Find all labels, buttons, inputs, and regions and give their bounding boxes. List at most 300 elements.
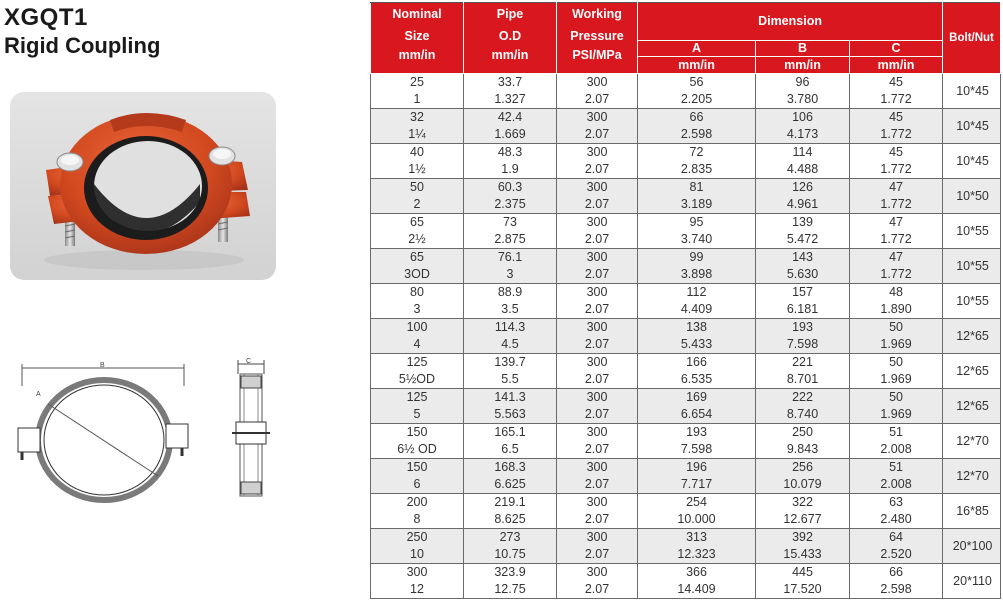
cell-value: 168.3	[494, 460, 526, 474]
cell-value: 106	[792, 110, 813, 124]
cell-value: 47	[889, 250, 903, 264]
cell-pressure	[557, 74, 638, 109]
cell-dim-a	[638, 214, 756, 249]
cell-value: 1.890	[880, 302, 912, 316]
cell-value: 65	[410, 250, 424, 264]
cell-bolt-nut: 12*65	[943, 319, 1001, 354]
cell-dim-c	[850, 354, 943, 389]
header-line: Size	[404, 29, 430, 43]
cell-bolt-nut: 10*55	[943, 284, 1001, 319]
cell-value: 72	[689, 145, 704, 159]
cell-value: 4.173	[786, 127, 819, 141]
cell-value: 219.1	[494, 495, 526, 509]
cell-pressure	[557, 109, 638, 144]
product-code: XGQT1	[4, 4, 88, 31]
cell-value: 169	[686, 390, 707, 404]
product-photo	[10, 92, 276, 280]
cell-dim-a	[638, 529, 756, 564]
cell-value: 2.07	[584, 337, 610, 351]
cell-dim-a	[638, 74, 756, 109]
cell-pressure	[557, 529, 638, 564]
cell-pressure	[557, 284, 638, 319]
cell-value: 2.598	[880, 582, 912, 596]
cell-bolt-nut: 12*65	[943, 354, 1001, 389]
cell-value: 65	[410, 215, 424, 229]
col-header-c: C	[850, 41, 943, 57]
cell-dim-a	[638, 109, 756, 144]
cell-value: 1.9	[501, 162, 519, 176]
cell-value: 3.780	[786, 92, 819, 106]
cell-dim-b	[756, 494, 850, 529]
cell-value: 3	[413, 302, 421, 316]
cell-value: 165.1	[494, 425, 526, 439]
cell-value: 5.433	[680, 337, 713, 351]
cell-dim-a	[638, 249, 756, 284]
cell-dim-a	[638, 319, 756, 354]
cell-value: 8.740	[786, 407, 819, 421]
cell-value: 193	[686, 425, 707, 439]
cell-value: 25	[410, 75, 424, 89]
cell-value: 157	[792, 285, 813, 299]
header-line: mm/in	[398, 48, 436, 62]
cell-value: 8	[413, 512, 421, 526]
cell-nominal	[371, 529, 464, 564]
cell-value: 66	[689, 110, 704, 124]
cell-pipe-od	[464, 74, 557, 109]
cell-value: 1.772	[880, 267, 912, 281]
cell-value: 6.625	[494, 477, 526, 491]
table-row	[371, 74, 1001, 109]
cell-value: 2.07	[584, 232, 610, 246]
col-header-bolt: Bolt/Nut	[943, 3, 1001, 74]
cell-value: 3	[506, 267, 514, 281]
cell-value: 45	[889, 75, 903, 89]
cell-pressure	[557, 389, 638, 424]
cell-value: 6	[413, 477, 421, 491]
cell-value: 114.3	[494, 320, 526, 334]
front-view-drawing	[12, 360, 202, 510]
cell-value: 56	[689, 75, 704, 89]
table-row	[371, 249, 1001, 284]
cell-value: 42.4	[497, 110, 523, 124]
cell-value: 1.669	[494, 127, 526, 141]
cell-dim-c	[850, 214, 943, 249]
cell-value: 4.5	[501, 337, 519, 351]
cell-pressure	[557, 249, 638, 284]
cell-dim-c	[850, 144, 943, 179]
cell-value: 6.654	[680, 407, 713, 421]
cell-value: 12.323	[677, 547, 716, 561]
cell-value: 300	[586, 355, 608, 369]
table-row	[371, 144, 1001, 179]
cell-value: 1.969	[880, 407, 912, 421]
cell-pipe-od	[464, 179, 557, 214]
header-line: Pressure	[570, 29, 624, 43]
cell-value: 445	[792, 565, 813, 579]
cell-dim-b	[756, 564, 850, 599]
cell-value: 3OD	[404, 267, 430, 281]
cell-pipe-od	[464, 494, 557, 529]
cell-value: 12	[410, 582, 424, 596]
cell-value: 112	[686, 285, 707, 299]
col-header-pipe	[464, 3, 557, 74]
cell-value: 5	[413, 407, 421, 421]
cell-nominal	[371, 389, 464, 424]
cell-pressure	[557, 459, 638, 494]
cell-value: 166	[686, 355, 707, 369]
cell-value: 392	[792, 530, 813, 544]
product-name: Rigid Coupling	[4, 33, 161, 58]
cell-value: 50	[889, 320, 903, 334]
cell-bolt-nut: 12*65	[943, 389, 1001, 424]
cell-value: 300	[586, 285, 608, 299]
cell-dim-b	[756, 284, 850, 319]
cell-value: 1.327	[494, 92, 526, 106]
cell-value: 2.07	[584, 477, 610, 491]
cell-value: 114	[792, 145, 813, 159]
cell-value: 47	[889, 215, 903, 229]
cell-value: 1.969	[880, 337, 912, 351]
cell-dim-c	[850, 109, 943, 144]
cell-bolt-nut: 10*55	[943, 214, 1001, 249]
cell-value: 33.7	[497, 75, 523, 89]
side-view-drawing	[226, 356, 276, 502]
cell-value: 12.75	[494, 582, 526, 596]
cell-dim-b	[756, 529, 850, 564]
cell-value: 300	[406, 565, 428, 579]
cell-value: 2	[413, 197, 421, 211]
cell-dim-c	[850, 494, 943, 529]
cell-pressure	[557, 214, 638, 249]
cell-value: 196	[686, 460, 707, 474]
cell-dim-c	[850, 459, 943, 494]
cell-value: 9.843	[786, 442, 819, 456]
cell-value: 6.181	[786, 302, 819, 316]
cell-value: 2½	[408, 232, 426, 246]
cell-value: 2.07	[584, 302, 610, 316]
cell-value: 4.961	[786, 197, 819, 211]
cell-value: 313	[686, 530, 707, 544]
cell-nominal	[371, 284, 464, 319]
cell-pipe-od	[464, 459, 557, 494]
cell-dim-a	[638, 564, 756, 599]
cell-value: 143	[792, 250, 813, 264]
cell-dim-b	[756, 144, 850, 179]
cell-value: 100	[406, 320, 428, 334]
cell-bolt-nut: 20*110	[943, 564, 1001, 599]
cell-value: 2.07	[584, 582, 610, 596]
cell-value: 2.375	[494, 197, 526, 211]
cell-pipe-od	[464, 284, 557, 319]
cell-value: 139	[792, 215, 813, 229]
cell-value: 5.630	[786, 267, 819, 281]
col-header-working	[557, 3, 638, 74]
cell-value: 2.07	[584, 267, 610, 281]
cell-value: 10	[410, 547, 424, 561]
cell-value: 60.3	[497, 180, 523, 194]
cell-pressure	[557, 424, 638, 459]
cell-value: 2.835	[680, 162, 713, 176]
cell-value: 139.7	[494, 355, 526, 369]
cell-value: 273	[499, 530, 521, 544]
table-row	[371, 109, 1001, 144]
cell-bolt-nut: 10*55	[943, 249, 1001, 284]
cell-value: 300	[586, 145, 608, 159]
cell-value: 1½	[408, 162, 426, 176]
table-row	[371, 459, 1001, 494]
cell-pipe-od	[464, 319, 557, 354]
cell-value: 300	[586, 530, 608, 544]
cell-dim-a	[638, 144, 756, 179]
dim-label-b: B	[100, 362, 105, 369]
cell-value: 1.969	[880, 372, 912, 386]
cell-nominal	[371, 144, 464, 179]
spec-table	[370, 2, 1001, 599]
cell-value: 5.5	[501, 372, 519, 386]
header-line: O.D	[498, 29, 522, 43]
cell-value: 2.008	[880, 442, 912, 456]
cell-pressure	[557, 564, 638, 599]
cell-value: 125	[406, 355, 428, 369]
cell-value: 141.3	[494, 390, 526, 404]
cell-value: 45	[889, 110, 903, 124]
cell-pipe-od	[464, 564, 557, 599]
coupling-photo-illustration	[10, 92, 276, 280]
cell-dim-c	[850, 564, 943, 599]
cell-value: 3.898	[680, 267, 713, 281]
cell-value: 300	[586, 320, 608, 334]
cell-value: 48.3	[497, 145, 523, 159]
cell-value: 300	[586, 495, 608, 509]
cell-value: 80	[410, 285, 424, 299]
cell-value: 6.5	[501, 442, 519, 456]
cell-dim-c	[850, 74, 943, 109]
cell-nominal	[371, 494, 464, 529]
cell-value: 323.9	[494, 565, 526, 579]
cell-pipe-od	[464, 214, 557, 249]
cell-value: 2.480	[880, 512, 912, 526]
header-line: Pipe	[496, 7, 524, 21]
cell-value: 50	[410, 180, 424, 194]
cell-dim-a	[638, 284, 756, 319]
cell-value: 50	[889, 390, 903, 404]
cell-value: 150	[406, 460, 428, 474]
col-unit-b: mm/in	[756, 57, 850, 74]
cell-dim-b	[756, 354, 850, 389]
cell-value: 2.520	[880, 547, 912, 561]
cell-value: 7.598	[680, 442, 713, 456]
cell-value: 322	[792, 495, 813, 509]
cell-value: 1¼	[408, 127, 426, 141]
table-row	[371, 424, 1001, 459]
cell-value: 3.189	[680, 197, 713, 211]
cell-pressure	[557, 494, 638, 529]
cell-bolt-nut: 12*70	[943, 459, 1001, 494]
col-header-b: B	[756, 41, 850, 57]
cell-value: 99	[689, 250, 704, 264]
table-row	[371, 529, 1001, 564]
cell-value: 1	[413, 92, 421, 106]
cell-value: 2.07	[584, 127, 610, 141]
cell-bolt-nut: 10*45	[943, 144, 1001, 179]
cell-value: 88.9	[497, 285, 523, 299]
col-header-dimension: Dimension	[638, 3, 943, 41]
cell-nominal	[371, 109, 464, 144]
cell-dim-c	[850, 529, 943, 564]
cell-pipe-od	[464, 144, 557, 179]
cell-pipe-od	[464, 529, 557, 564]
cell-pressure	[557, 179, 638, 214]
table-row	[371, 284, 1001, 319]
cell-dim-b	[756, 319, 850, 354]
cell-value: 50	[889, 355, 903, 369]
cell-dim-b	[756, 214, 850, 249]
cell-bolt-nut: 12*70	[943, 424, 1001, 459]
cell-value: 10.079	[783, 477, 822, 491]
header-line: Nominal	[392, 7, 442, 21]
cell-dim-b	[756, 109, 850, 144]
cell-value: 51	[889, 425, 903, 439]
cell-value: 7.717	[680, 477, 713, 491]
cell-value: 8.625	[494, 512, 526, 526]
cell-value: 2.07	[584, 197, 610, 211]
cell-value: 76.1	[497, 250, 523, 264]
cell-value: 17.520	[783, 582, 822, 596]
cell-value: 4.409	[680, 302, 713, 316]
cell-value: 1.772	[880, 197, 912, 211]
table-row	[371, 354, 1001, 389]
cell-dim-c	[850, 284, 943, 319]
cell-nominal	[371, 74, 464, 109]
cell-value: 51	[889, 460, 903, 474]
table-row	[371, 179, 1001, 214]
cell-value: 150	[406, 425, 428, 439]
dim-label-a: A	[36, 391, 41, 398]
cell-value: 2.07	[584, 162, 610, 176]
cell-value: 300	[586, 110, 608, 124]
cell-value: 300	[586, 565, 608, 579]
col-header-nominal	[371, 3, 464, 74]
cell-bolt-nut: 10*45	[943, 109, 1001, 144]
cell-dim-a	[638, 389, 756, 424]
cell-value: 14.409	[677, 582, 716, 596]
cell-value: 300	[586, 215, 608, 229]
cell-value: 63	[889, 495, 903, 509]
cell-dim-c	[850, 249, 943, 284]
cell-value: 200	[406, 495, 428, 509]
cell-value: 254	[686, 495, 707, 509]
cell-nominal	[371, 179, 464, 214]
cell-value: 10.000	[677, 512, 716, 526]
cell-value: 125	[406, 390, 428, 404]
cell-value: 366	[686, 565, 707, 579]
header-line: PSI/MPa	[572, 48, 622, 62]
cell-pipe-od	[464, 424, 557, 459]
cell-nominal	[371, 319, 464, 354]
cell-value: 1.772	[880, 162, 912, 176]
cell-dim-c	[850, 319, 943, 354]
cell-value: 193	[792, 320, 813, 334]
table-row	[371, 214, 1001, 249]
cell-pressure	[557, 319, 638, 354]
cell-value: 6.535	[680, 372, 713, 386]
cell-dim-b	[756, 424, 850, 459]
cell-value: 7.598	[786, 337, 819, 351]
cell-dim-a	[638, 179, 756, 214]
cell-pipe-od	[464, 354, 557, 389]
cell-value: 40	[410, 145, 424, 159]
cell-value: 300	[586, 250, 608, 264]
cell-value: 6½ OD	[397, 442, 437, 456]
cell-value: 5.563	[494, 407, 526, 421]
cell-value: 12.677	[783, 512, 822, 526]
cell-pipe-od	[464, 109, 557, 144]
cell-value: 47	[889, 180, 903, 194]
cell-dim-b	[756, 249, 850, 284]
cell-value: 81	[689, 180, 704, 194]
cell-value: 2.07	[584, 442, 610, 456]
cell-pressure	[557, 354, 638, 389]
cell-bolt-nut: 10*50	[943, 179, 1001, 214]
cell-value: 256	[792, 460, 813, 474]
spec-table-body	[371, 74, 1001, 599]
cell-value: 300	[586, 75, 608, 89]
cell-value: 300	[586, 390, 608, 404]
cell-pipe-od	[464, 389, 557, 424]
cell-value: 126	[792, 180, 813, 194]
cell-dim-c	[850, 389, 943, 424]
cell-dim-a	[638, 424, 756, 459]
cell-value: 4.488	[786, 162, 819, 176]
cell-dim-b	[756, 179, 850, 214]
cell-nominal	[371, 424, 464, 459]
table-row	[371, 389, 1001, 424]
cell-nominal	[371, 564, 464, 599]
cell-dim-b	[756, 74, 850, 109]
table-row	[371, 564, 1001, 599]
cell-value: 64	[889, 530, 903, 544]
cell-value: 73	[503, 215, 517, 229]
cell-value: 2.598	[680, 127, 713, 141]
table-row	[371, 319, 1001, 354]
cell-nominal	[371, 214, 464, 249]
cell-value: 5½OD	[398, 372, 436, 386]
table-row	[371, 494, 1001, 529]
cell-value: 222	[792, 390, 813, 404]
header-line: Working	[572, 7, 622, 21]
cell-value: 1.772	[880, 92, 912, 106]
cell-nominal	[371, 459, 464, 494]
col-unit-a: mm/in	[638, 57, 756, 74]
cell-value: 250	[406, 530, 428, 544]
cell-value: 221	[792, 355, 813, 369]
cell-bolt-nut: 16*85	[943, 494, 1001, 529]
cell-value: 10.75	[494, 547, 526, 561]
cell-dim-b	[756, 459, 850, 494]
cell-value: 2.07	[584, 372, 610, 386]
cell-value: 300	[586, 180, 608, 194]
cell-value: 45	[889, 145, 903, 159]
cell-value: 2.008	[880, 477, 912, 491]
cell-value: 250	[792, 425, 813, 439]
cell-value: 2.07	[584, 92, 610, 106]
cell-nominal	[371, 354, 464, 389]
cell-pipe-od	[464, 249, 557, 284]
cell-value: 95	[689, 215, 704, 229]
cell-dim-b	[756, 389, 850, 424]
cell-bolt-nut: 20*100	[943, 529, 1001, 564]
cell-value: 2.07	[584, 407, 610, 421]
